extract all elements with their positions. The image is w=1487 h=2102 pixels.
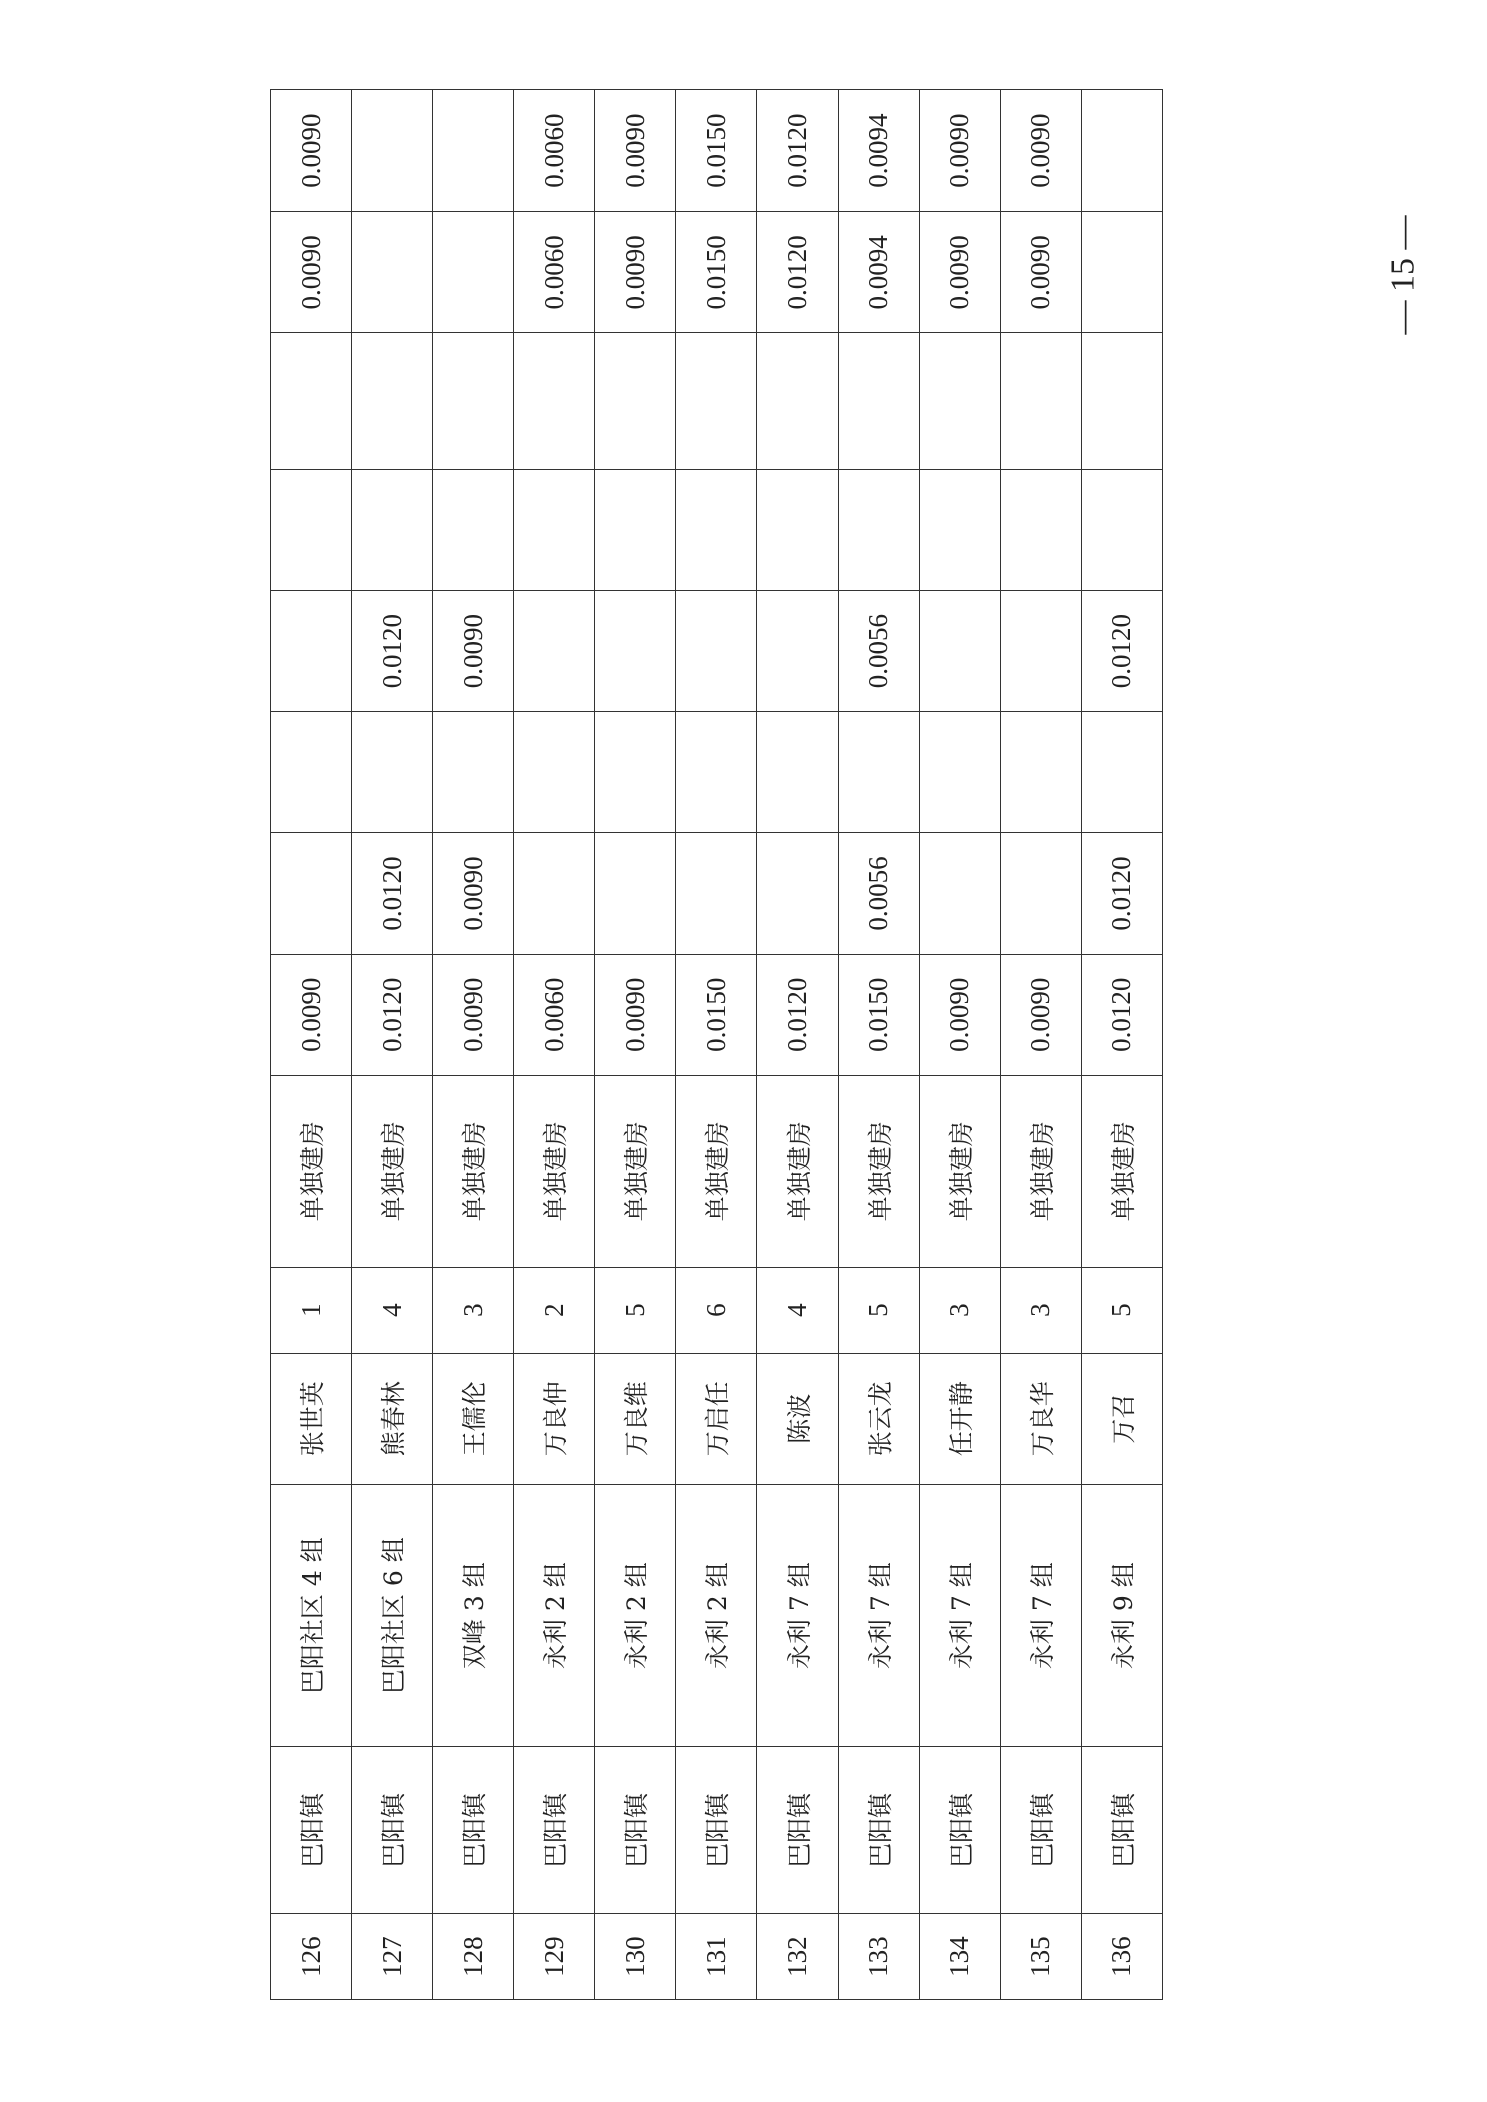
cell-group: 永利 9 组 [1081,1484,1162,1747]
table-row [676,90,757,2000]
cell-c1: 0.0090 [1000,954,1081,1075]
cell-id: 127 [352,1914,433,2000]
cell-town: 巴阳镇 [271,1747,352,1914]
cell-town: 巴阳镇 [1000,1747,1081,1914]
cell-type: 单独建房 [838,1075,919,1267]
cell-group: 巴阳社区 6 组 [352,1484,433,1747]
rotated-table-container [270,89,1163,2000]
cell-c1: 0.0060 [514,954,595,1075]
cell-group: 双峰 3 组 [433,1484,514,1747]
cell-type: 单独建房 [1000,1075,1081,1267]
cell-type: 单独建房 [1081,1075,1162,1267]
cell-c7: 0.0090 [271,212,352,333]
cell-c1: 0.0090 [271,954,352,1075]
cell-c3 [433,712,514,833]
cell-c5 [1000,469,1081,590]
cell-c4 [676,591,757,712]
cell-c5 [595,469,676,590]
cell-group: 永利 7 组 [838,1484,919,1747]
cell-id: 130 [595,1914,676,2000]
cell-c2 [676,833,757,954]
cell-type: 单独建房 [514,1075,595,1267]
cell-c8: 0.0120 [757,90,838,212]
cell-id: 134 [919,1914,1000,2000]
cell-c1: 0.0090 [919,954,1000,1075]
cell-c4: 0.0056 [838,591,919,712]
cell-count: 4 [757,1267,838,1353]
cell-c8: 0.0090 [271,90,352,212]
cell-c7 [433,212,514,333]
cell-c4 [1000,591,1081,712]
cell-c2: 0.0120 [352,833,433,954]
cell-c7: 0.0090 [595,212,676,333]
cell-c1: 0.0120 [352,954,433,1075]
cell-c3 [514,712,595,833]
cell-c5 [433,469,514,590]
cell-town: 巴阳镇 [433,1747,514,1914]
cell-town: 巴阳镇 [676,1747,757,1914]
table-row [595,90,676,2000]
cell-name: 任开静 [919,1353,1000,1484]
cell-c3 [1081,712,1162,833]
table-row [1000,90,1081,2000]
cell-c4 [271,591,352,712]
cell-c5 [514,469,595,590]
cell-name: 张云龙 [838,1353,919,1484]
cell-name: 陈波 [757,1353,838,1484]
cell-c1: 0.0150 [676,954,757,1075]
cell-c4 [757,591,838,712]
cell-c3 [1000,712,1081,833]
cell-name: 张世英 [271,1353,352,1484]
cell-c7: 0.0090 [919,212,1000,333]
cell-id: 135 [1000,1914,1081,2000]
cell-type: 单独建房 [352,1075,433,1267]
cell-type: 单独建房 [919,1075,1000,1267]
cell-type: 单独建房 [271,1075,352,1267]
table-row [433,90,514,2000]
cell-type: 单独建房 [757,1075,838,1267]
table-row [271,90,352,2000]
cell-name: 万良华 [1000,1353,1081,1484]
cell-town: 巴阳镇 [838,1747,919,1914]
cell-count: 3 [1000,1267,1081,1353]
cell-c6 [838,333,919,469]
cell-group: 永利 2 组 [514,1484,595,1747]
cell-c6 [433,333,514,469]
cell-group: 永利 2 组 [676,1484,757,1747]
land-use-table [270,89,1163,2000]
cell-c5 [838,469,919,590]
cell-c7: 0.0094 [838,212,919,333]
cell-c3 [919,712,1000,833]
cell-c7 [1081,212,1162,333]
cell-count: 5 [1081,1267,1162,1353]
cell-c2: 0.0056 [838,833,919,954]
cell-name: 熊春林 [352,1353,433,1484]
cell-c8 [433,90,514,212]
page-number-text: — 15 — [1384,215,1421,335]
cell-c1: 0.0120 [757,954,838,1075]
cell-c8: 0.0090 [919,90,1000,212]
cell-c5 [676,469,757,590]
cell-name: 万召 [1081,1353,1162,1484]
cell-c6 [919,333,1000,469]
cell-c1: 0.0090 [595,954,676,1075]
cell-c7: 0.0090 [1000,212,1081,333]
cell-c2 [919,833,1000,954]
cell-c2 [1000,833,1081,954]
cell-id: 129 [514,1914,595,2000]
cell-id: 136 [1081,1914,1162,2000]
cell-c6 [676,333,757,469]
cell-type: 单独建房 [433,1075,514,1267]
cell-c8: 0.0094 [838,90,919,212]
cell-c7: 0.0150 [676,212,757,333]
table-row [514,90,595,2000]
cell-town: 巴阳镇 [757,1747,838,1914]
cell-count: 1 [271,1267,352,1353]
cell-c4: 0.0090 [433,591,514,712]
cell-count: 6 [676,1267,757,1353]
cell-c3 [838,712,919,833]
cell-town: 巴阳镇 [352,1747,433,1914]
cell-c4 [919,591,1000,712]
cell-c2 [271,833,352,954]
cell-id: 128 [433,1914,514,2000]
cell-id: 132 [757,1914,838,2000]
table-row [838,90,919,2000]
table-row [1081,90,1162,2000]
page-number [1368,200,1438,350]
cell-c6 [514,333,595,469]
table-row [352,90,433,2000]
cell-c1: 0.0120 [1081,954,1162,1075]
cell-c7: 0.0120 [757,212,838,333]
cell-town: 巴阳镇 [1081,1747,1162,1914]
cell-c8 [352,90,433,212]
cell-c6 [1081,333,1162,469]
cell-name: 万启任 [676,1353,757,1484]
cell-c7 [352,212,433,333]
cell-c1: 0.0150 [838,954,919,1075]
cell-c6 [271,333,352,469]
cell-group: 永利 7 组 [1000,1484,1081,1747]
cell-c5 [919,469,1000,590]
cell-id: 126 [271,1914,352,2000]
cell-c4 [514,591,595,712]
cell-count: 4 [352,1267,433,1353]
cell-name: 万良维 [595,1353,676,1484]
cell-count: 5 [838,1267,919,1353]
cell-c5 [757,469,838,590]
table-body [271,90,1163,2000]
cell-type: 单独建房 [595,1075,676,1267]
cell-c2: 0.0120 [1081,833,1162,954]
cell-group: 永利 7 组 [757,1484,838,1747]
cell-c8 [1081,90,1162,212]
cell-name: 王儒伦 [433,1353,514,1484]
cell-c6 [352,333,433,469]
cell-c4 [595,591,676,712]
cell-type: 单独建房 [676,1075,757,1267]
cell-c3 [271,712,352,833]
cell-group: 永利 7 组 [919,1484,1000,1747]
table-row [757,90,838,2000]
cell-c6 [757,333,838,469]
cell-c5 [271,469,352,590]
cell-town: 巴阳镇 [919,1747,1000,1914]
cell-c2: 0.0090 [433,833,514,954]
cell-c2 [757,833,838,954]
cell-c8: 0.0090 [595,90,676,212]
cell-c8: 0.0150 [676,90,757,212]
cell-c2 [514,833,595,954]
cell-town: 巴阳镇 [514,1747,595,1914]
cell-c3 [757,712,838,833]
cell-group: 巴阳社区 4 组 [271,1484,352,1747]
cell-group: 永利 2 组 [595,1484,676,1747]
cell-id: 133 [838,1914,919,2000]
cell-c8: 0.0060 [514,90,595,212]
cell-count: 2 [514,1267,595,1353]
cell-name: 万良仲 [514,1353,595,1484]
cell-c8: 0.0090 [1000,90,1081,212]
cell-c4: 0.0120 [352,591,433,712]
cell-c5 [352,469,433,590]
cell-c6 [595,333,676,469]
cell-c5 [1081,469,1162,590]
table-row [919,90,1000,2000]
cell-count: 3 [919,1267,1000,1353]
cell-c2 [595,833,676,954]
cell-c3 [595,712,676,833]
cell-c3 [352,712,433,833]
cell-c7: 0.0060 [514,212,595,333]
cell-id: 131 [676,1914,757,2000]
cell-c6 [1000,333,1081,469]
cell-count: 3 [433,1267,514,1353]
cell-c4: 0.0120 [1081,591,1162,712]
cell-c3 [676,712,757,833]
cell-c1: 0.0090 [433,954,514,1075]
cell-count: 5 [595,1267,676,1353]
cell-town: 巴阳镇 [595,1747,676,1914]
